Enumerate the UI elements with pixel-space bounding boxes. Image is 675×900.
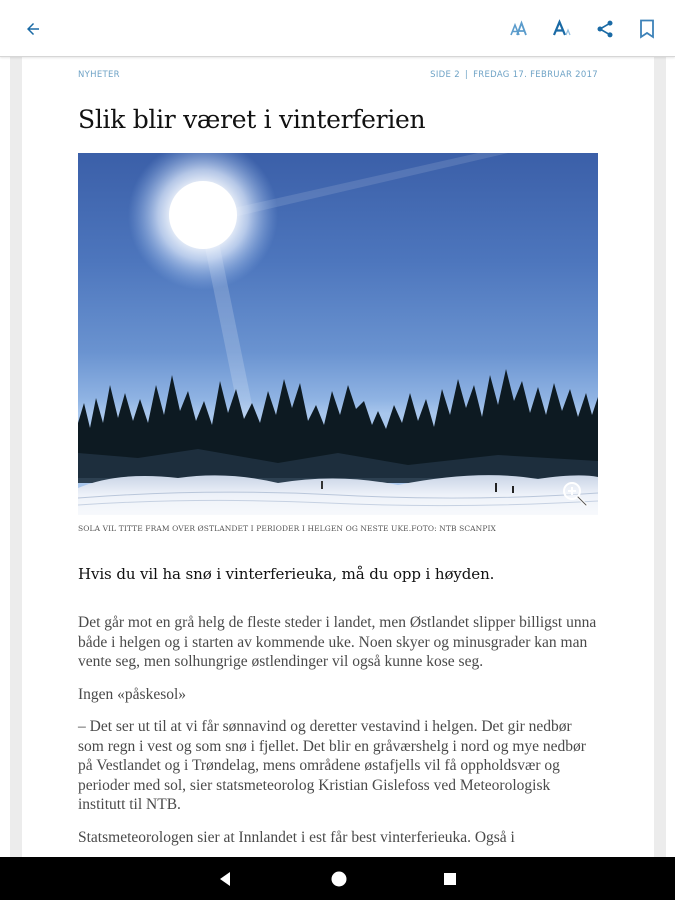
section-label: NYHETER: [78, 70, 120, 80]
page-header: [78, 70, 598, 82]
image-caption: SOLA VIL TITTE FRAM OVER ØSTLANDET I PERIODER I HELGEN OG NESTE UKE.FOTO: NTB SCANPIX: [78, 524, 496, 533]
back-button[interactable]: [18, 14, 48, 44]
nav-home-button[interactable]: [325, 865, 353, 893]
page-number: SIDE 2: [430, 70, 460, 80]
winter-landscape-illustration: [78, 153, 598, 515]
app-bar: [0, 0, 675, 57]
article-body: [78, 613, 600, 857]
article-lead: Hvis du vil ha snø i vinterferieuka, må du opp i høyden.: [78, 565, 495, 583]
zoom-in-icon: [560, 479, 590, 509]
body-subheading: Ingen «påskesol»: [78, 685, 187, 703]
bookmark-button[interactable]: [632, 14, 662, 44]
body-paragraph: Det går mot en grå helg de fleste steder i landet, men Østlandet slipper billigst unna både i helgen og i starten av kommende uke. Noen skyer og minusgrader kan man vente seg, men solhungrige østlendinger vil også kunne kose seg.: [78, 614, 597, 670]
nav-home-circle-icon: [330, 870, 348, 888]
share-icon: [595, 19, 615, 39]
page-info-separator: |: [464, 70, 469, 80]
nav-back-button[interactable]: [211, 865, 239, 893]
article-image[interactable]: [78, 153, 598, 515]
article-viewport[interactable]: [0, 57, 675, 857]
system-navigation-bar: [0, 857, 675, 900]
font-size-increase-icon: [552, 19, 574, 39]
body-paragraph-truncated: Statsmeteorologen sier at Innlandet i est får best vinterferieuka. Også i: [78, 828, 515, 846]
font-size-decrease-icon: [509, 19, 531, 39]
font-size-decrease-button[interactable]: [505, 14, 535, 44]
page-gutter-right: [654, 57, 666, 857]
page-gutter-left: [10, 57, 22, 857]
body-paragraph: – Det ser ut til at vi får sønnavind og deretter vestavind i helgen. Det gir nedbør som regn i vest og som snø i fjellet. Det blir en gråværshelg i nord og mye nedbør på Vestlandet og i Trøndelag, mens områdene østafjells vil få oppholdsvær og perioder med sol, sier statsmeteorolog Kristian Gislefoss ved Meteorologisk institutt til NTB.: [78, 718, 586, 813]
newspaper-page: [22, 57, 654, 857]
share-button[interactable]: [590, 14, 620, 44]
zoom-image-button[interactable]: [560, 479, 590, 509]
article-headline: Slik blir været i vinterferien: [78, 105, 426, 134]
page-date: FREDAG 17. FEBRUAR 2017: [473, 70, 598, 80]
page-info: [430, 70, 598, 80]
nav-recents-square-icon: [442, 871, 458, 887]
font-size-increase-button[interactable]: [548, 14, 578, 44]
nav-recents-button[interactable]: [436, 865, 464, 893]
nav-back-triangle-icon: [217, 871, 233, 887]
bookmark-icon: [639, 19, 655, 39]
arrow-left-icon: [24, 20, 42, 38]
